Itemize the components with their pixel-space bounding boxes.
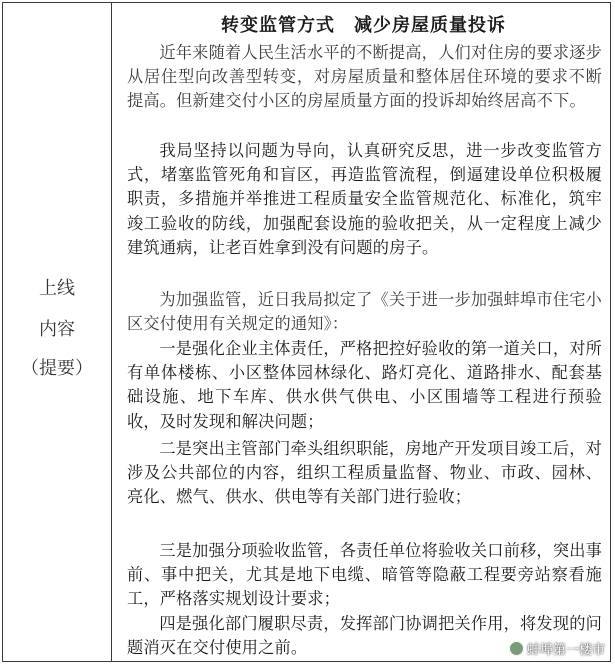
category-cell	[3, 3, 112, 661]
watermark-text: 蚌埠第一楼市	[526, 643, 605, 658]
content-cell	[119, 3, 608, 661]
watermark	[509, 639, 605, 658]
paragraph-point-1: 一是强化企业主体责任，严格把控好验收的第一道关口，对所有单体楼栋、小区整体园林绿化、路灯亮化、道路排水、配套基础设施、地下车库、供水供气供电、小区围墙等工程进行预验收，及时发现和解决问题；	[127, 339, 602, 431]
paragraph-point-3: 三是加强分项验收监管，各责任单位将验收关口前移，突出事前、事中把关，尤其是地下电缆、暗管等隐蔽工程要旁站察看施工，严格落实规划设计要求；	[127, 541, 602, 609]
paragraph-intro: 近年来随着人民生活水平的不断提高，人们对住房的要求逐步从居住型向改善型转变，对房屋质量和整体居住环境的要求不断提高。但新建交付小区的房屋质量方面的投诉却始终居高不下。	[127, 43, 602, 111]
paragraph-notice: 为加强监管，近日我局拟定了《关于进一步加强蚌埠市住宅小区交付使用有关规定的通知》：	[127, 290, 602, 334]
paragraph-approach: 我局坚持以问题为导向，认真研究反思，进一步改变监管方式，堵塞监管死角和盲区，再造监管流程，倒逼建设单位积极履职责，多措施并举推进工程质量安全监管规范化、标准化，筑牢竣工验收的防线，加强配套设施的验收把关，从一定程度上减少建筑通病，让老百姓拿到没有问题的房子。	[127, 141, 602, 257]
paragraph-point-4: 四是强化部门履职尽责，发挥部门协调把关作用，将发现的问题消灭在交付使用之前。	[127, 614, 602, 658]
category-label-line2: 内容	[39, 319, 75, 340]
category-label-line1: 上线	[39, 278, 75, 299]
wechat-account-icon	[509, 641, 524, 656]
paragraph-point-2: 二是突出主管部门牵头组织职能，房地产开发项目竣工后，对涉及公共部位的内容，组织工程质量监督、物业、市政、园林、亮化、燃气、供水、供电等有关部门进行验收；	[127, 439, 602, 507]
document-table	[2, 2, 611, 662]
article-title: 转变监管方式 减少房屋质量投诉	[221, 15, 506, 36]
category-label-line3: （提要）	[21, 358, 93, 379]
